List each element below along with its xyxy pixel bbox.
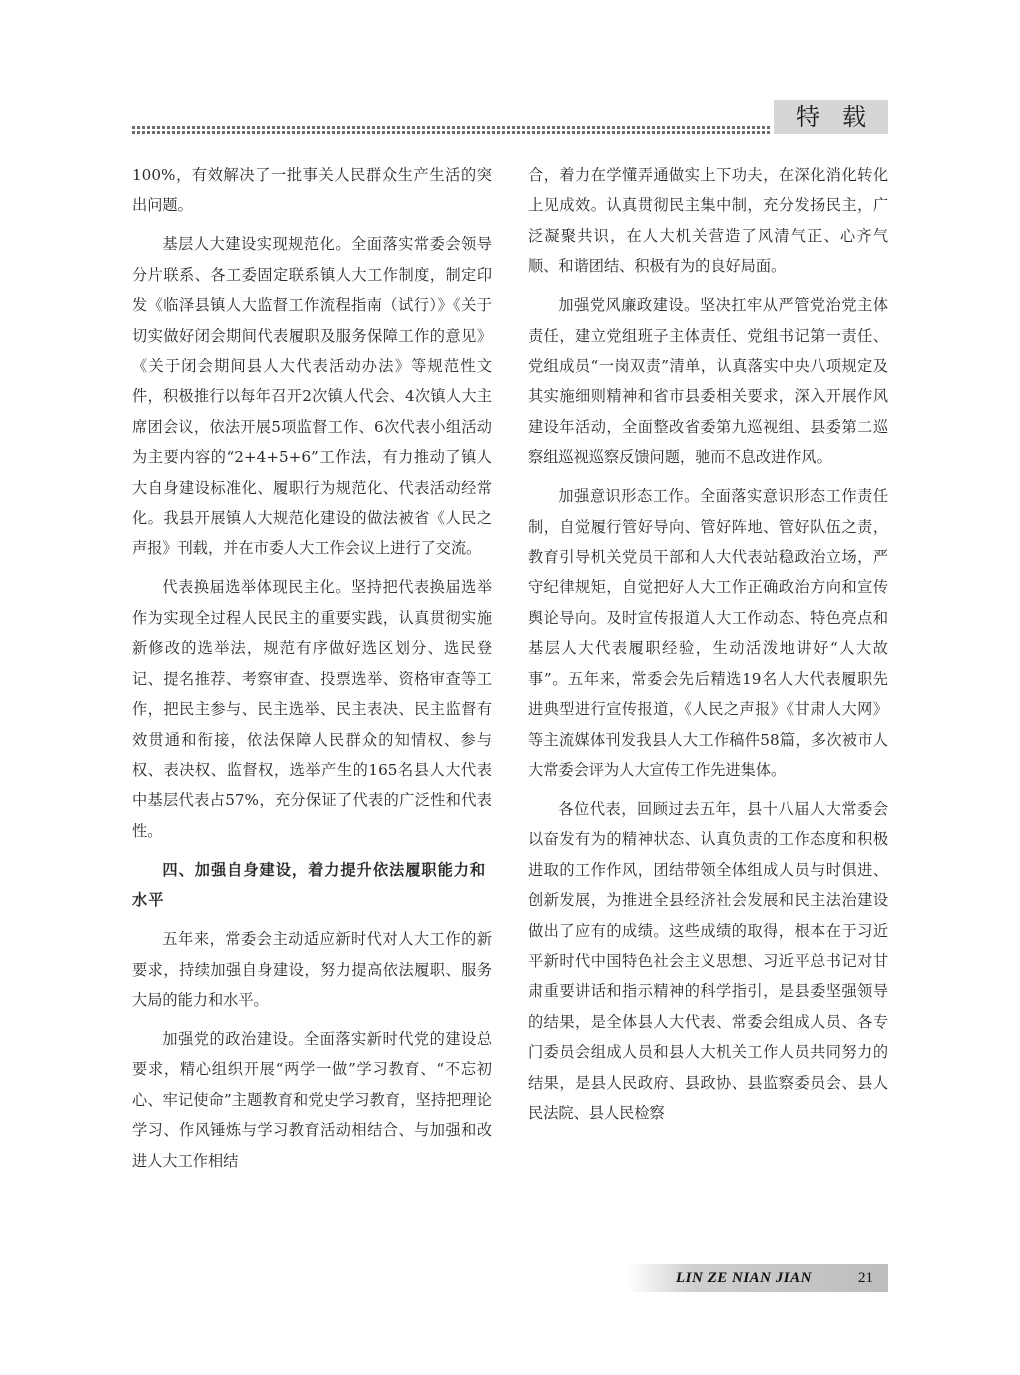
journal-title: LIN ZE NIAN JIAN xyxy=(676,1270,812,1286)
header-rule xyxy=(132,126,772,134)
paragraph: 100%，有效解决了一批事关人民群众生产生活的突出问题。 xyxy=(132,166,492,215)
section-heading: 四、加强自身建设，着力提升依法履职能力和水平 xyxy=(132,860,487,910)
paragraph: 各位代表，回顾过去五年，县十八届人大常委会以奋发有为的精神状态、认真负责的工作态度和积极进取的工作作风，团结带领全体组成人员与时俱进、创新发展，为推进全县经济社会发展和民主法治建设做出了应有的成绩。这些成绩的取得，根本在于习近平新时代中国特色社会主义思想、习近平总书记对甘肃重要讲话和指示精神的科学指引，是县委坚强领导的结果，是全体县人大代表、常委会组成人员、各专门委员会组成人员和县人大机关工作人员共同努力的结果，是县人民政府、县政协、县监察委员会、县人民法院、县人民检察 xyxy=(528,799,888,1122)
paragraph: 加强意识形态工作。全面落实意识形态工作责任制，自觉履行管好导向、管好阵地、管好队伍之责，教育引导机关党员干部和人大代表站稳政治立场，严守纪律规矩，自觉把好人大工作正确政治方向和宣传舆论导向。及时宣传报道人大工作动态、特色亮点和基层人大代表履职经验，生动活泼地讲好“人大故事”。五年来，常委会先后精选19名人大代表履职先进典型进行宣传报道，《人民之声报》《甘肃人大网》等主流媒体刊发我县人大工作稿件58篇，多次被市人大常委会评为人大宣传工作先进集体。 xyxy=(528,487,888,779)
paragraph: 加强党风廉政建设。坚决扛牢从严管党治党主体责任，建立党组班子主体责任、党组书记第一责任、党组成员“一岗双责”清单，认真落实中央八项规定及其实施细则精神和省市县委相关要求，深入开展作风建设年活动，全面整改省委第九巡视组、县委第二巡察组巡视巡察反馈问题，驰而不息改进作风。 xyxy=(528,296,888,467)
page-number: 21 xyxy=(858,1270,873,1286)
paragraph: 加强党的政治建设。全面落实新时代党的建设总要求，精心组织开展“两学一做”学习教育、“不忘初心、牢记使命”主题教育和党史学习教育，坚持把理论学习、作风锤炼与学习教育活动相结合、与加强和改进人大工作相结 xyxy=(132,1029,492,1170)
paragraph: 合，着力在学懂弄通做实上下功夫，在深化消化转化上见成效。认真贯彻民主集中制，充分发扬民主，广泛凝聚共识，在人大机关营造了风清气正、心齐气顺、和谐团结、积极有为的良好局面。 xyxy=(528,166,888,276)
left-column xyxy=(132,160,492,1185)
section-tag: 特载 xyxy=(774,100,888,134)
paragraph: 五年来，常委会主动适应新时代对人大工作的新要求，持续加强自身建设，努力提高依法履职、服务大局的能力和水平。 xyxy=(132,930,492,1009)
paragraph: 代表换届选举体现民主化。坚持把代表换届选举作为实现全过程人民民主的重要实践，认真贯彻实施新修改的选举法，规范有序做好选区划分、选民登记、提名推荐、考察审查、投票选举、资格审查等工作，把民主参与、民主选举、民主表决、民主监督有效贯通和衔接，依法保障人民群众的知情权、参与权、表决权、监督权，选举产生的165名县人大代表中基层代表占57%，充分保证了代表的广泛性和代表性。 xyxy=(132,578,492,840)
right-column xyxy=(528,160,888,1137)
paragraph: 基层人大建设实现规范化。全面落实常委会领导分片联系、各工委固定联系镇人大工作制度，制定印发《临泽县镇人大监督工作流程指南（试行）》《关于切实做好闭会期间代表履职及服务保障工作的意见》《关于闭会期间县人大代表活动办法》等规范性文件，积极推行以每年召开2次镇人代会、4次镇人大主席团会议，依法开展5项监督工作、6次代表小组活动为主要内容的“2+4+5+6”工作法，有力推动了镇人大自身建设标准化、履职行为规范化、代表活动经常化。我县开展镇人大规范化建设的做法被省《人民之声报》刊载，并在市委人大工作会议上进行了交流。 xyxy=(132,235,492,558)
